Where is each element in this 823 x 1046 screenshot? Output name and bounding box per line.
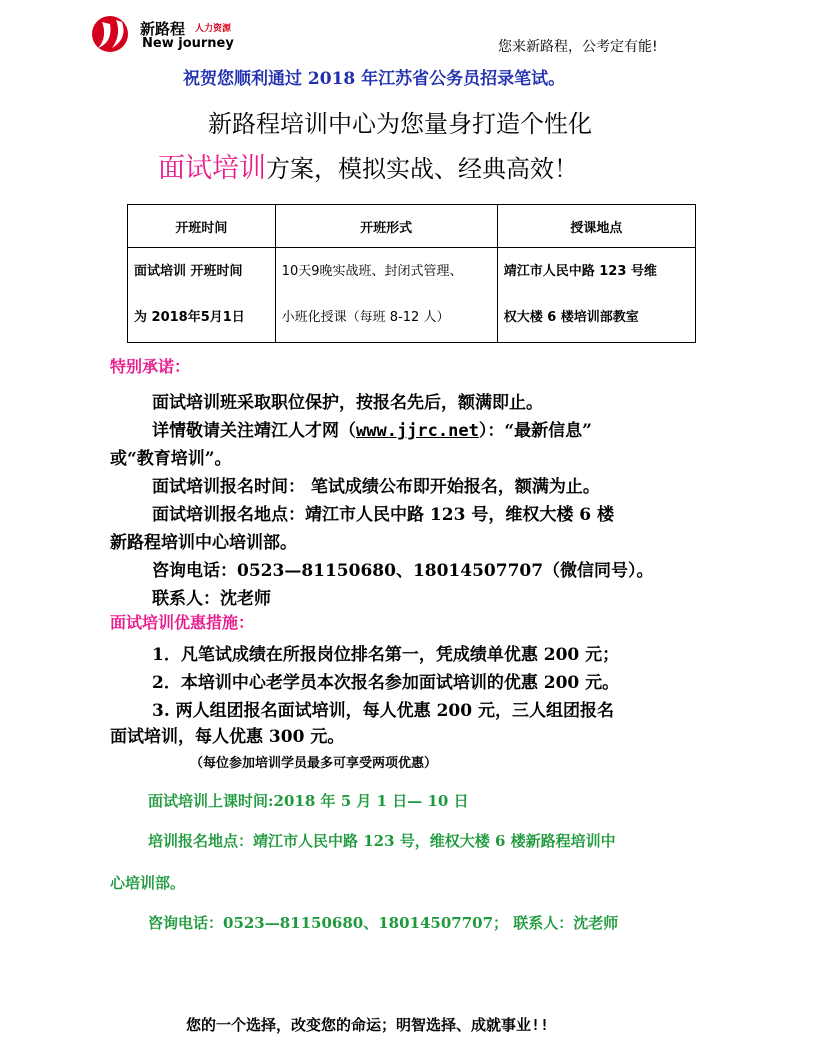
cell-line: 10天9晚实战班、封闭式管理、 [281, 264, 463, 279]
cell-line: 权大楼 6 楼培训部教室 [503, 310, 639, 325]
promise-line [152, 416, 592, 441]
logo-flame-icon [90, 12, 138, 56]
discount-line: 面试培训，每人优惠 300 元。 [110, 727, 345, 747]
footer-slogan: 您的一个选择，改变您的命运；明智选择、成就事业!! [186, 1016, 550, 1034]
registration-place-line-2: 心培训部。 [110, 874, 186, 892]
discount-line: 1．凡笔试成绩在所报岗位排名第一，凭成绩单优惠 200 元； [152, 645, 620, 665]
discount-line: 3. 两人组团报名面试培训，每人优惠 200 元，三人组团报名 [152, 701, 614, 721]
table-header-row [128, 205, 696, 248]
schedule-table [127, 204, 696, 343]
section-title-discount: 面试培训优惠措施： [110, 613, 255, 632]
promise-line: 新路程培训中心培训部。 [110, 533, 297, 553]
slogan: 您来新路程，公考定有能! [498, 39, 658, 55]
cell-line: 为 2018年5月1日 [134, 310, 245, 325]
discount-note: （每位参加培训学员最多可享受两项优惠） [190, 756, 438, 771]
table-row [128, 248, 696, 343]
cell-start-time [128, 248, 276, 343]
headline-rest: 方案，模拟实战、经典高效！ [266, 155, 578, 183]
cell-line: 小班化授课（每班 8-12 人） [281, 310, 450, 325]
registration-place-line-1: 培训报名地点：靖江市人民中路 123 号，维权大楼 6 楼新路程培训中 [148, 832, 616, 850]
company-logo [90, 12, 250, 56]
discount-line: 2．本培训中心老学员本次报名参加面试培训的优惠 200 元。 [152, 673, 620, 693]
cell-format [275, 248, 497, 343]
logo-chinese-name: 新路程 [140, 20, 186, 38]
promise-line: 或“教育培训”。 [110, 449, 232, 469]
promise-line: 面试培训班采取职位保护，按报名先后，额满即止。 [152, 393, 543, 413]
header-start-time: 开班时间 [128, 205, 276, 248]
cell-line: 面试培训 开班时间 [134, 264, 243, 279]
promise-line: 面试培训报名时间： 笔试成绩公布即开始报名，额满为止。 [152, 477, 600, 497]
headline-line-1: 新路程培训中心为您量身打造个性化 [208, 110, 592, 138]
promise-text: 详情敬请关注靖江人才网（ [152, 421, 356, 441]
headline-line-2 [158, 146, 578, 185]
website-link[interactable]: www.jjrc.net [356, 421, 479, 441]
cell-location [497, 248, 695, 343]
class-time: 面试培训上课时间:2018 年 5 月 1 日— 10 日 [148, 792, 469, 810]
logo-chinese-subtitle: 人力资源 [195, 24, 232, 34]
congratulation-line: 祝贺您顺利通过 2018 年江苏省公务员招录笔试。 [183, 69, 566, 89]
header-location: 授课地点 [497, 205, 695, 248]
logo-english-name: New journey [142, 36, 234, 51]
headline-accent: 面试培训 [158, 153, 266, 184]
contact-info: 咨询电话：0523—81150680、18014507707； 联系人：沈老师 [148, 914, 619, 932]
promise-line: 联系人：沈老师 [152, 589, 271, 609]
cell-line: 靖江市人民中路 123 号维 [503, 264, 657, 279]
promise-text: ）：“最新信息” [478, 421, 592, 441]
section-title-promise: 特别承诺： [110, 357, 191, 376]
promise-line: 咨询电话：0523—81150680、18014507707（微信同号）。 [152, 561, 654, 581]
promise-line: 面试培训报名地点：靖江市人民中路 123 号，维权大楼 6 楼 [152, 505, 614, 525]
header-format: 开班形式 [275, 205, 497, 248]
